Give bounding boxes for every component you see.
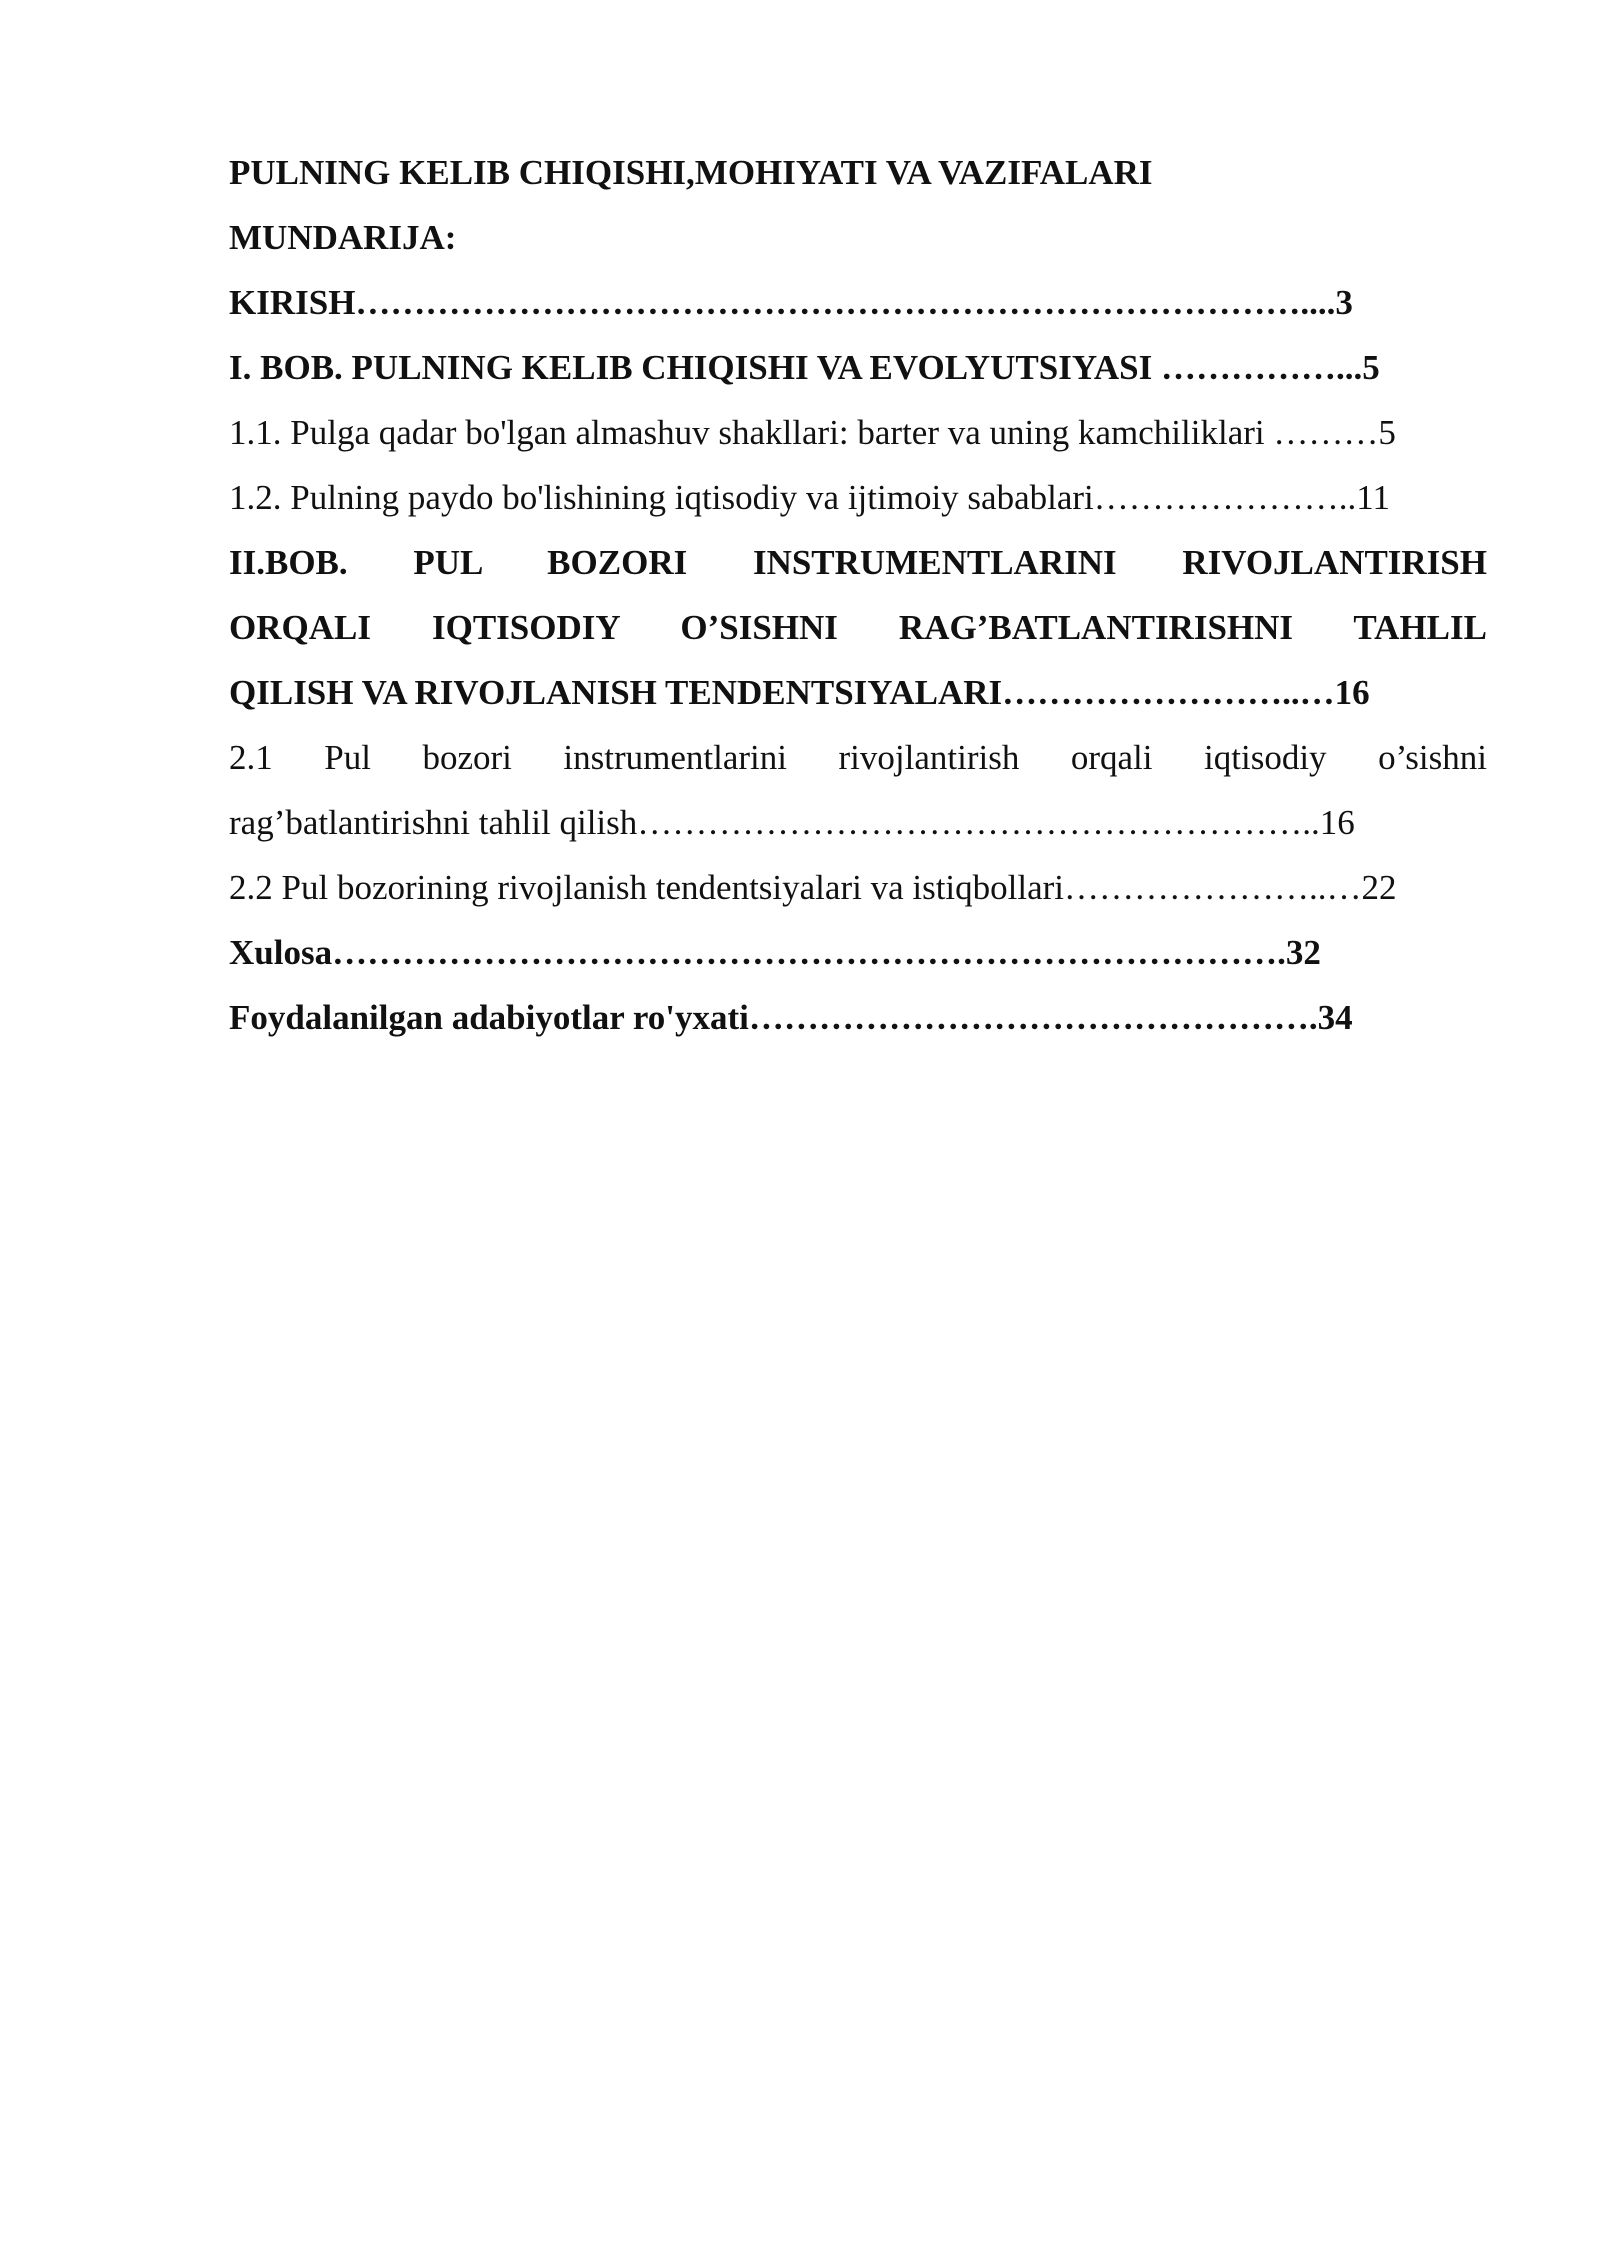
table-of-contents — [229, 270, 1487, 1050]
toc-entry-references[interactable]: Foydalanilgan adabiyotlar ro'yxati………………………………………….34 — [229, 998, 1353, 1037]
toc-entry-2-1-line-1[interactable]: 2.1 Pul bozori instrumentlarini rivojlantirish orqali iqtisodiy o’sishni — [229, 738, 1487, 777]
toc-entry-xulosa[interactable]: Xulosa……………………………………………………………………….32 — [229, 933, 1321, 972]
toc-entry-1-2[interactable]: 1.2. Pulning paydo bo'lishining iqtisodiy va ijtimoiy sabablari…………………..11 — [229, 478, 1390, 517]
toc-entry-2-1-line-2[interactable]: rag’batlantirishni tahlil qilish…………………………………………………..16 — [229, 803, 1355, 842]
toc-entry-kirish[interactable]: KIRISH………………………………………………………………………....3 — [229, 283, 1353, 322]
toc-entry-chapter-1[interactable]: I. BOB. PULNING KELIB CHIQISHI VA EVOLYUTSIYASI ……………...5 — [229, 348, 1380, 387]
document-title: PULNING KELIB CHIQISHI,MOHIYATI VA VAZIFALARI — [229, 153, 1153, 192]
toc-heading: MUNDARIJA: — [229, 218, 457, 257]
toc-entry-1-1[interactable]: 1.1. Pulga qadar bo'lgan almashuv shakllari: barter va uning kamchiliklari ………5 — [229, 413, 1396, 452]
toc-entry-chapter-2-line-2[interactable]: ORQALI IQTISODIY O’SISHNI RAG’BATLANTIRISHNI TAHLIL — [229, 608, 1487, 647]
toc-entry-2-2[interactable]: 2.2 Pul bozorining rivojlanish tendentsiyalari va istiqbollari…………………..…22 — [229, 868, 1397, 907]
toc-entry-chapter-2-line-3[interactable]: QILISH VA RIVOJLANISH TENDENTSIYALARI……………………..…16 — [229, 673, 1370, 712]
document-page — [229, 140, 1487, 1050]
toc-entry-chapter-2-line-1[interactable]: II.BOB. PUL BOZORI INSTRUMENTLARINI RIVOJLANTIRISH — [229, 543, 1487, 582]
